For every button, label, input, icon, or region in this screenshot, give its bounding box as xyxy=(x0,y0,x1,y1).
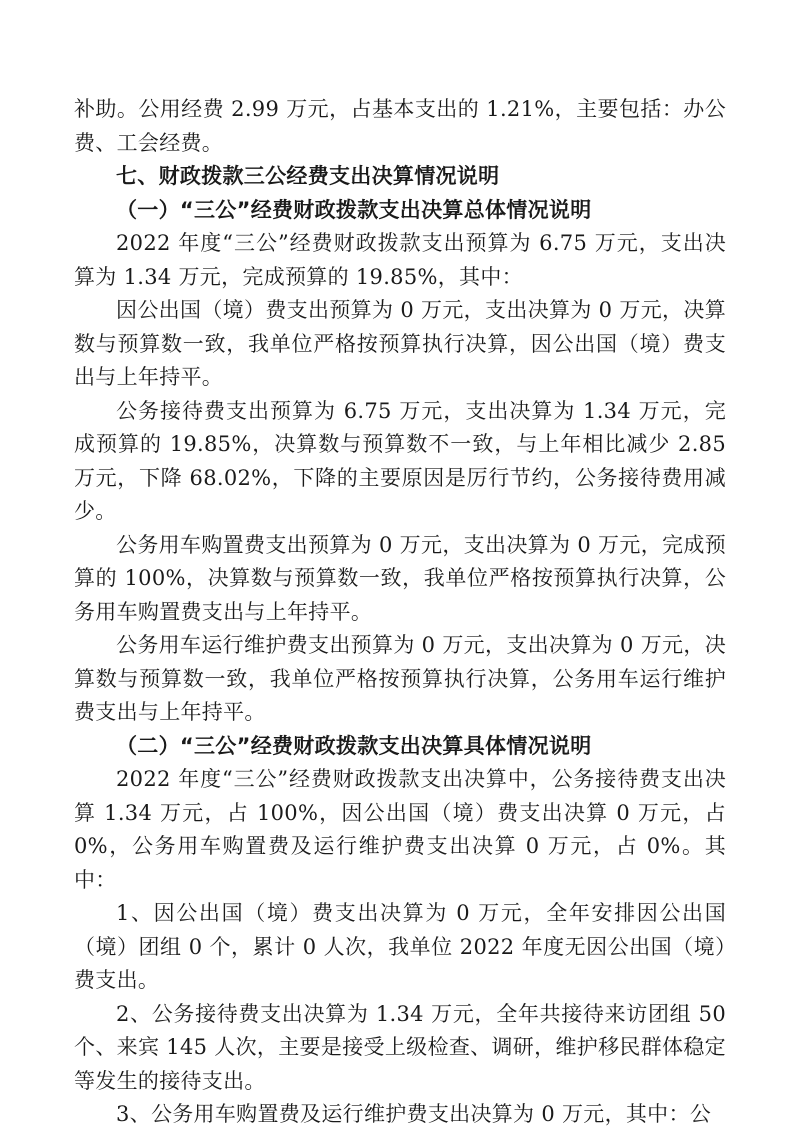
subsection-heading-details: （二）“三公”经费财政拨款支出决算具体情况说明 xyxy=(116,733,592,758)
list-item-overseas: 1、因公出国（境）费支出决算为 0 万元，全年安排因公出国（境）团组 0 个，累计 0 人次，我单位 2022 年度无因公出国（境）费支出。 xyxy=(74,901,726,992)
section-heading-seven: 七、财政拨款三公经费支出决算情况说明 xyxy=(116,164,500,188)
paragraph-vehicle-operation: 公务用车运行维护费支出预算为 0 万元，支出决算为 0 万元，决算数与预算数一致，我单位严格按预算执行决算，公务用车运行维护费支出与上年持平。 xyxy=(74,633,726,724)
paragraph-overall-budget: 2022 年度“三公”经费财政拨款支出预算为 6.75 万元，支出决算为 1.34 万元，完成预算的 19.85%，其中： xyxy=(74,231,726,289)
paragraph-overseas-travel: 因公出国（境）费支出预算为 0 万元，支出决算为 0 万元，决算数与预算数一致，我单位严格按预算执行决算，因公出国（境）费支出与上年持平。 xyxy=(74,298,726,389)
paragraph-vehicle-purchase: 公务用车购置费支出预算为 0 万元，支出决算为 0 万元，完成预算的 100%，决算数与预算数一致，我单位严格按预算执行决算，公务用车购置费支出与上年持平。 xyxy=(74,532,726,624)
paragraph-details-summary: 2022 年度“三公”经费财政拨款支出决算中，公务接待费支出决算 1.34 万元，占 100%，因公出国（境）费支出决算 0 万元，占 0%，公务用车购置费及运行维护费支出决算 0 万元，占 0%。其中： xyxy=(74,767,726,892)
subsection-heading-overall: （一）“三公”经费财政拨款支出决算总体情况说明 xyxy=(116,197,592,222)
document-page xyxy=(74,93,726,1132)
list-item-reception: 2、公务接待费支出决算为 1.34 万元，全年共接待来访团组 50 个、来宾 145 人次，主要是接受上级检查、调研，维护移民群体稳定等发生的接待支出。 xyxy=(74,1001,726,1093)
paragraph-reception: 公务接待费支出预算为 6.75 万元，支出决算为 1.34 万元，完成预算的 19.85%，决算数与预算数不一致，与上年相比减少 2.85 万元，下降 68.02%，下降的主要原因是厉行节约，公务接待费用减少。 xyxy=(74,398,726,523)
paragraph-public-funds: 补助。公用经费 2.99 万元，占基本支出的 1.21%，主要包括：办公费、工会经费。 xyxy=(74,97,726,155)
list-item-vehicles: 3、公务用车购置费及运行维护费支出决算为 0 万元，其中：公 xyxy=(116,1102,712,1126)
